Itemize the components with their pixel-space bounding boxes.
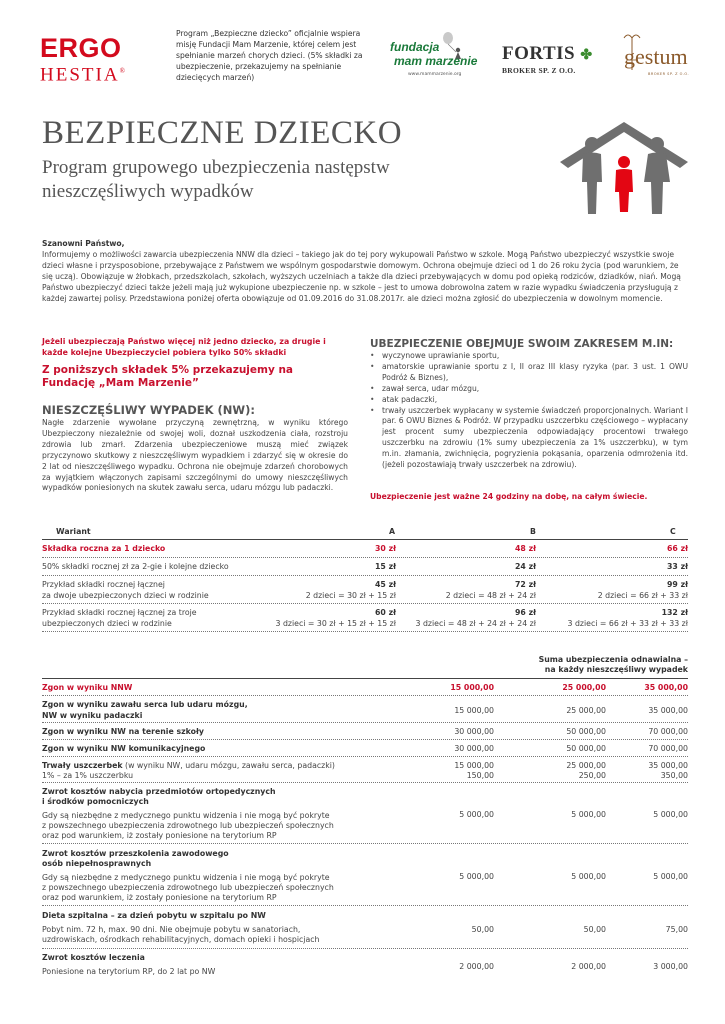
calc-c: 2 dzieci = 66 zł + 33 zł bbox=[597, 591, 688, 600]
price-b: 48 zł bbox=[515, 544, 536, 553]
program-intro-text: Program „Bezpieczne dziecko” oficjalnie wspiera misję Fundacji Mam Marzenie, której celem jest spełnianie marzeń chorych dzieci. (5% składki za ubezpieczenie, przekazujemy na spełnianie dziecięcych marzeń) bbox=[176, 29, 363, 82]
price-c: 66 zł bbox=[667, 544, 688, 553]
family-house-icon bbox=[556, 118, 692, 216]
table-row bbox=[42, 607, 688, 632]
row-label-2: 1% – za 1% uszczerbku bbox=[42, 771, 134, 780]
price-a: 45 zł bbox=[375, 580, 396, 589]
row-label: Przykład składki rocznej łącznej bbox=[42, 580, 165, 589]
sum-b: 25 000,00 bbox=[562, 683, 606, 692]
sum-a: 15 000,00 bbox=[454, 706, 494, 715]
price-a: 30 zł bbox=[375, 544, 396, 553]
row-label: Zgon w wyniku NNW bbox=[42, 683, 133, 692]
calc-a: 3 dzieci = 30 zł + 15 zł + 15 zł bbox=[275, 619, 396, 628]
page-subtitle: Program grupowego ubezpieczenia następstw nieszczęśliwych wypadków bbox=[42, 157, 390, 202]
sum-a: 30 000,00 bbox=[454, 727, 494, 736]
ergo-wordmark: ERGO bbox=[40, 33, 122, 63]
sum-c: 5 000,00 bbox=[653, 810, 688, 819]
price-b: 24 zł bbox=[515, 562, 536, 571]
nw-definition: Nagłe zdarzenie wywołane przyczyną zewnętrzną, w wyniku którego Ubezpieczony niezależnie od swojej woli, doznał uszkodzenia ciała, rozstroju zdrowia lub zmarł. Zdarzenia ubezpieczeniowe muszą mieć związek przyczynowo skutkowy z nieszczęśliwym wypadkiem i zdarzyć się w okresie do 2 lat od nieszczęśliwego wypadku. Ochrona nie obejmuje zdarzeń chorobowych za wyjątkiem włączonych zapisami szczególnymi do umowy nieszczęśliwych wypadków poniesionych na skutek zawału serca, udaru mózgu lub padaczki. bbox=[42, 418, 348, 493]
intro-letter bbox=[42, 239, 687, 304]
scope-heading: UBEZPIECZENIE OBEJMUJE SWOIM ZAKRESEM M.IN: bbox=[370, 338, 674, 350]
variant-c-header: C bbox=[670, 527, 676, 536]
row-label: Przykład składki rocznej łącznej za troje bbox=[42, 608, 197, 617]
sum-c: 70 000,00 bbox=[648, 727, 688, 736]
sum-c: 3 000,00 bbox=[653, 962, 688, 971]
sum-b: 5 000,00 bbox=[571, 872, 606, 881]
table-row bbox=[42, 760, 688, 783]
calc-b: 3 dzieci = 48 zł + 24 zł + 24 zł bbox=[415, 619, 536, 628]
sum-b: 25 000,00 bbox=[566, 761, 606, 770]
row-label-2: NW w wyniku padaczki bbox=[42, 711, 143, 720]
ergo-hestia-logo bbox=[40, 35, 135, 85]
sum-b: 25 000,00 bbox=[566, 706, 606, 715]
sum-c: 35 000,00 bbox=[644, 683, 688, 692]
price-c: 132 zł bbox=[661, 608, 688, 617]
page-title: BEZPIECZNE DZIECKO bbox=[42, 115, 403, 151]
calc-b: 2 dzieci = 48 zł + 24 zł bbox=[445, 591, 536, 600]
gestum-wordmark: gestum bbox=[624, 44, 688, 69]
fortis-logo bbox=[502, 44, 612, 75]
list-item: • atak padaczki, bbox=[370, 395, 688, 406]
letter-body: Informujemy o możliwości zawarcia ubezpieczenia NNW dla dzieci – takiego jak do tej pory wykupowali Państwo w szkole. Mogą Państwo ubezpieczyć wszystkie swoje dzieci własne i przysposobione, przebywające z Państwem we wspólnym gospodarstwie domowym. Ochrona obejmuje dzieci od 1 do 26 roku życia (pod warunkiem, że się uczą). Obowiązuje w żłobkach, przedszkolach, szkołach, wyższych uczelniach a także dla dzieci przebywających w domu pod opieką rodziców, dziadków, niań. Mogą Państwo ubezpieczyć dzieci także jeżeli mają już wykupione ubezpieczenie np. w szkole – jest to umowa dobrowolna zatem w razie wypadku świadczenia przysługują z każdej zawartej polisy. Przedstawiona poniżej oferta obowiązuje od 01.09.2016 do 31.08.2017r. ale dzieci można zgłosić do ubezpieczenia w dowolnym momencie. bbox=[42, 249, 681, 303]
row-label: Trwały uszczerbek (w wyniku NW, udaru mózgu, zawału serca, padaczki) bbox=[42, 761, 335, 770]
row-label-2: ubezpieczonych dzieci w rodzinie bbox=[42, 619, 172, 628]
fundacja-mam-marzenie-logo bbox=[390, 30, 490, 80]
calc-a: 2 dzieci = 30 zł + 15 zł bbox=[305, 591, 396, 600]
list-item: • trwały uszczerbek wypłacany w systemie świadczeń proporcjonalnych. Wariant I par. 6 OWU Biznes & Podróż. W przypadku uszczerbku częściowego – wypłacany jest procent sumy ubezpieczenia odpowiadający procentowi trwałego uszczerbku na zdrowiu (1% sumy ubezpieczenia za 1% uszczerbku), w tym m.in. złamania, zwichnięcia, pogryzienia pokąsania, oparzenia odmrożenia itd. (jeżeli pozostawiają trwały uszczerbek na zdrowiu). bbox=[370, 406, 688, 471]
list-item: • zawał serca, udar mózgu, bbox=[370, 384, 688, 395]
variant-column-label: Wariant bbox=[56, 527, 91, 536]
price-b: 96 zł bbox=[515, 608, 536, 617]
row-desc-2: z powszechnego ubezpieczenia zdrowotnego lub ubezpieczeń społecznych bbox=[42, 883, 334, 892]
validity-note: Ubezpieczenie jest ważne 24 godziny na dobę, na całym świecie. bbox=[370, 492, 648, 501]
sum-a: 5 000,00 bbox=[459, 872, 494, 881]
gestum-logo bbox=[618, 30, 698, 85]
sum-table-top-rule bbox=[42, 678, 688, 679]
row-desc-1: Poniesione na terytorium RP, do 2 lat po NW bbox=[42, 967, 216, 976]
scope-list bbox=[370, 351, 688, 471]
fundacja-url: www.mammarzenie.org bbox=[408, 72, 462, 77]
row-label: Zgon w wyniku zawału serca lub udaru mózgu, bbox=[42, 700, 248, 709]
table-row bbox=[42, 910, 688, 949]
table-row bbox=[42, 848, 688, 906]
clover-icon: ✤ bbox=[580, 48, 593, 63]
list-item: • amatorskie uprawianie sportu z I, II oraz III klasy ryzyka (par. 3 ust. 1 OWU Podróż & Biznes), bbox=[370, 362, 688, 384]
row-label: Zwrot kosztów leczenia bbox=[42, 953, 145, 962]
row-label: Zwrot kosztów nabycia przedmiotów ortopedycznych bbox=[42, 787, 276, 796]
price-b: 72 zł bbox=[515, 580, 536, 589]
nw-heading: NIESZCZĘŚLIWY WYPADEK (NW): bbox=[42, 403, 255, 417]
row-desc-1: Pobyt nim. 72 h, max. 90 dni. Nie obejmuje pobytu w sanatoriach, bbox=[42, 925, 301, 934]
sum-a: 15 000,00 bbox=[450, 683, 494, 692]
row-label-2: osób niepełnosprawnych bbox=[42, 859, 152, 868]
fortis-subtitle: BROKER SP. Z O.O. bbox=[502, 66, 576, 75]
premium-table-header bbox=[42, 526, 688, 540]
row-desc-1: Gdy są niezbędne z medycznego punktu widzenia i nie mogą być pokryte bbox=[42, 873, 330, 882]
sum-b: 50 000,00 bbox=[566, 727, 606, 736]
sum-a: 15 000,00 bbox=[454, 761, 494, 770]
table-row bbox=[42, 579, 688, 604]
price-c: 33 zł bbox=[667, 562, 688, 571]
table-row bbox=[42, 699, 688, 723]
sum-c: 70 000,00 bbox=[648, 744, 688, 753]
variant-b-header: B bbox=[530, 527, 536, 536]
row-label: Zwrot kosztów przeszkolenia zawodowego bbox=[42, 849, 229, 858]
mam-marzenie-text: mam marzenie bbox=[394, 54, 478, 68]
sum-c: 35 000,00 bbox=[648, 706, 688, 715]
list-item: • wyczynowe uprawianie sportu, bbox=[370, 351, 688, 362]
row-desc-3: oraz pod warunkiem, iż zostały poniesione na terytorium RP bbox=[42, 831, 277, 840]
row-label-2: i środków pomocniczych bbox=[42, 797, 149, 806]
sum-insured-heading: Suma ubezpieczenia odnawialna – na każdy nieszczęśliwy wypadek bbox=[538, 655, 688, 674]
table-row bbox=[42, 681, 688, 696]
sum-b: 50,00 bbox=[583, 925, 606, 934]
fundacja-text: fundacja bbox=[390, 40, 440, 54]
discount-note: Jeżeli ubezpieczają Państwo więcej niż jedno dziecko, za drugie i każde kolejne Ubezpieczyciel pobiera tylko 50% składki bbox=[42, 337, 326, 357]
sum-a: 30 000,00 bbox=[454, 744, 494, 753]
letter-greeting: Szanowni Państwo, bbox=[42, 239, 125, 248]
sum-a: 2 000,00 bbox=[459, 962, 494, 971]
sum-c: 75,00 bbox=[665, 925, 688, 934]
calc-c: 3 dzieci = 66 zł + 33 zł + 33 zł bbox=[567, 619, 688, 628]
variant-a-header: A bbox=[389, 527, 396, 536]
sum-c: 35 000,00 bbox=[648, 761, 688, 770]
table-row bbox=[42, 952, 688, 982]
row-label: Zgon w wyniku NW komunikacyjnego bbox=[42, 744, 206, 753]
row-label: Zgon w wyniku NW na terenie szkoły bbox=[42, 727, 204, 736]
sum-c: 5 000,00 bbox=[653, 872, 688, 881]
sum-b: 50 000,00 bbox=[566, 744, 606, 753]
row-label: Dieta szpitalna – za dzień pobytu w szpitalu po NW bbox=[42, 911, 266, 920]
row-desc-2: z powszechnego ubezpieczenia zdrowotnego lub ubezpieczeń społecznych bbox=[42, 821, 334, 830]
sum-b: 5 000,00 bbox=[571, 810, 606, 819]
sum-a: 5 000,00 bbox=[459, 810, 494, 819]
row-desc-3: oraz pod warunkiem, iż zostały poniesione na terytorium RP bbox=[42, 893, 277, 902]
donation-note: Z poniższych składek 5% przekazujemy na Fundację „Mam Marzenie” bbox=[42, 364, 294, 389]
price-a: 15 zł bbox=[375, 562, 396, 571]
row-label: Składka roczna za 1 dziecko bbox=[42, 544, 166, 553]
price-c: 99 zł bbox=[667, 580, 688, 589]
table-row bbox=[42, 561, 688, 576]
hestia-wordmark: HESTIA® bbox=[40, 64, 127, 86]
table-row bbox=[42, 543, 688, 558]
sum-b-per-percent: 250,00 bbox=[578, 771, 606, 780]
table-row bbox=[42, 743, 688, 757]
sum-a-per-percent: 150,00 bbox=[466, 771, 494, 780]
sum-b: 2 000,00 bbox=[571, 962, 606, 971]
sum-c-per-percent: 350,00 bbox=[660, 771, 688, 780]
fortis-wordmark: FORTIS ✤ bbox=[502, 43, 593, 64]
sum-a: 50,00 bbox=[471, 925, 494, 934]
table-row bbox=[42, 786, 688, 844]
gestum-subtitle: BROKER SP. Z O.O. bbox=[648, 72, 690, 76]
price-a: 60 zł bbox=[375, 608, 396, 617]
row-desc-2: uzdrowiskach, ośrodkach rehabilitacyjnych, domach opieki i hospicjach bbox=[42, 935, 320, 944]
table-row bbox=[42, 726, 688, 740]
row-desc-1: Gdy są niezbędne z medycznego punktu widzenia i nie mogą być pokryte bbox=[42, 811, 330, 820]
row-label: 50% składki rocznej zł za 2-gie i kolejne dziecko bbox=[42, 562, 229, 571]
row-label-2: za dwoje ubezpieczonych dzieci w rodzinie bbox=[42, 591, 209, 600]
